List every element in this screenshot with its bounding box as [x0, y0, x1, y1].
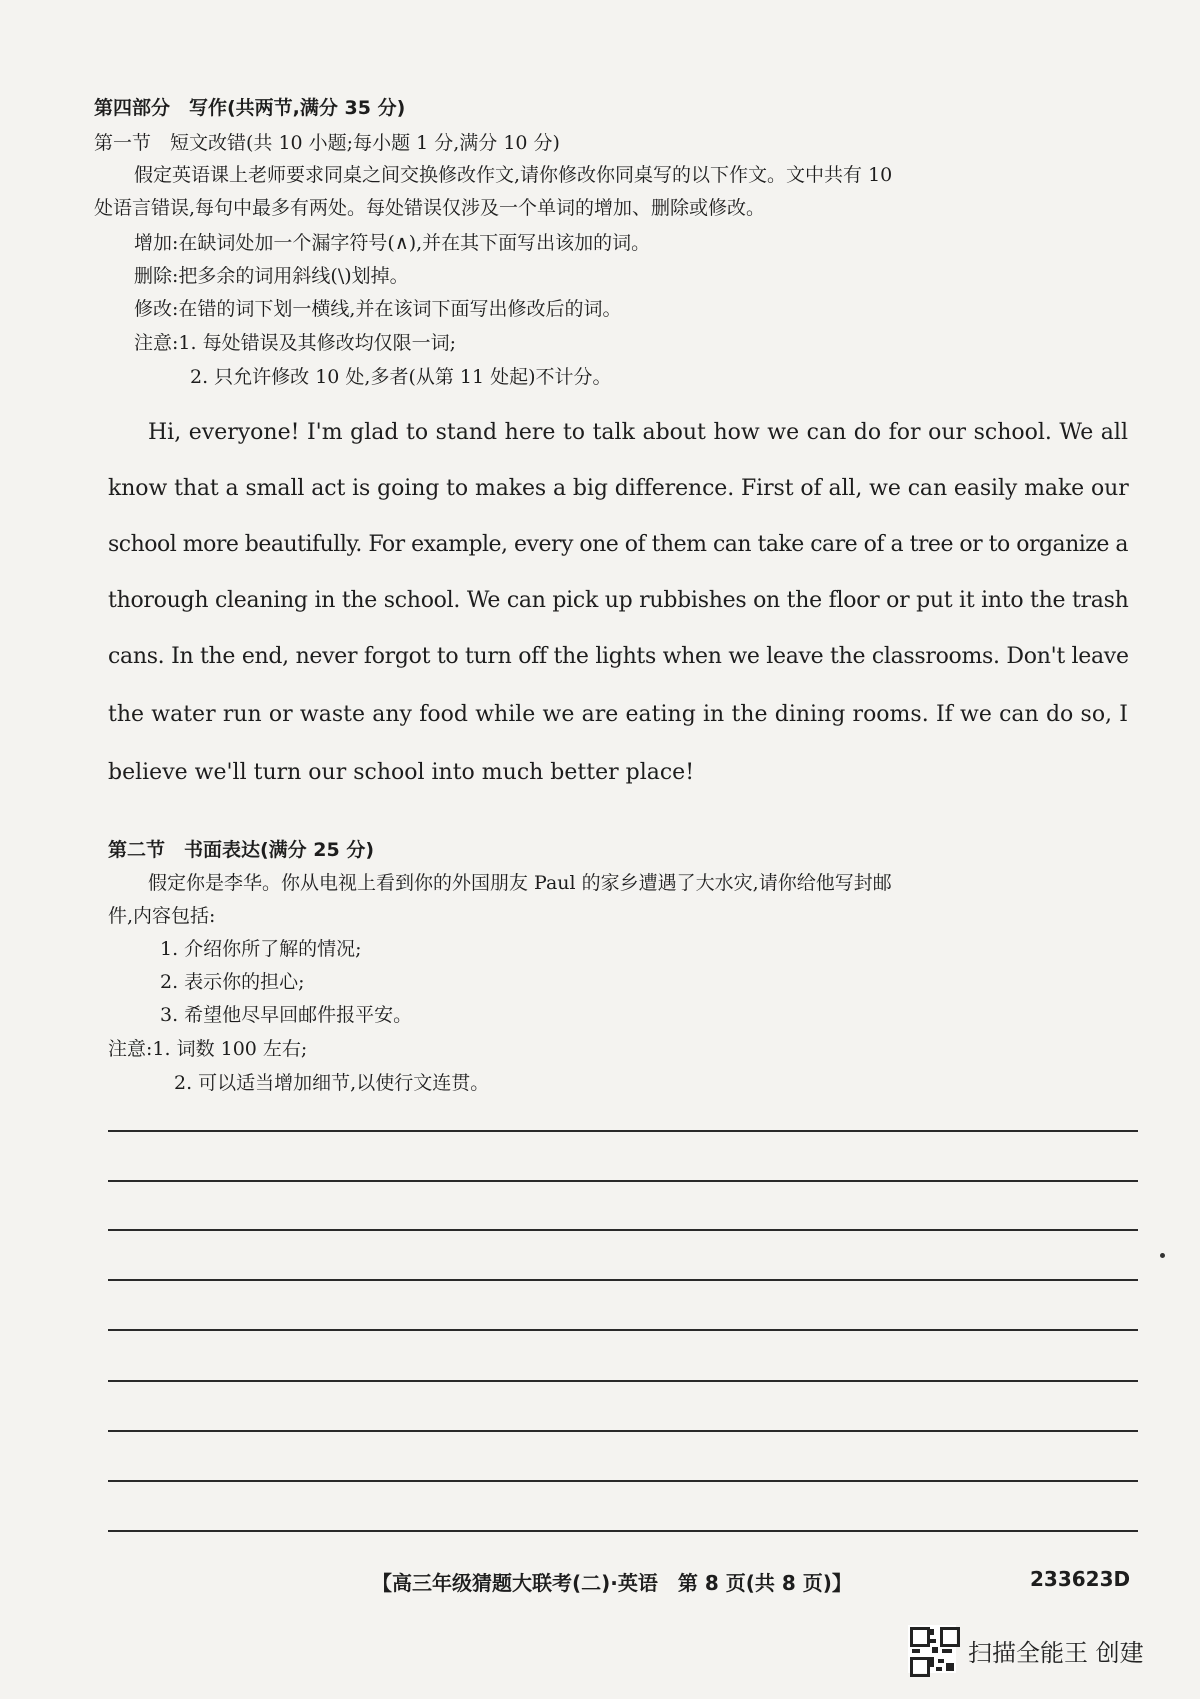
part-title: 第四部分 写作(共两节,满分 35 分) — [94, 97, 406, 119]
rule-add: 增加:在缺词处加一个漏字符号(∧),并在其下面写出该加的词。 — [134, 232, 651, 254]
essay-line: know that a small act is going to makes a big difference. First of all, we can easily make our — [108, 476, 1129, 501]
writing-line — [108, 1380, 1138, 1382]
essay-line: cans. In the end, never forgot to turn off the lights when we leave the classrooms. Don't leave — [108, 644, 1129, 669]
section2-prompt-line1: 假定你是李华。你从电视上看到你的外国朋友 Paul 的家乡遭遇了大水灾,请你给他写封邮 — [148, 872, 892, 894]
rule-delete: 删除:把多余的词用斜线(\)划掉。 — [134, 265, 409, 287]
speck — [1160, 1253, 1165, 1258]
section2-prompt-line2: 件,内容包括: — [108, 905, 216, 927]
writing-line — [108, 1530, 1138, 1532]
bleed-through — [600, 88, 605, 109]
section2-item: 1. 介绍你所了解的情况; — [160, 938, 362, 960]
section1-title: 第一节 短文改错(共 10 小题;每小题 1 分,满分 10 分) — [94, 132, 560, 154]
essay-line: school more beautifully. For example, every one of them can take care of a tree or to organize a — [108, 532, 1128, 557]
footer-title: 【高三年级猜题大联考(二)·英语 第 8 页(共 8 页)】 — [372, 1571, 852, 1595]
section2-note2: 2. 可以适当增加细节,以使行文连贯。 — [174, 1072, 490, 1094]
essay-line: the water run or waste any food while we are eating in the dining rooms. If we can do so, I — [108, 702, 1128, 727]
writing-line — [108, 1279, 1138, 1281]
writing-line — [108, 1180, 1138, 1182]
essay-line: thorough cleaning in the school. We can pick up rubbishes on the floor or put it into the trash — [108, 588, 1129, 613]
section1-intro-line2: 处语言错误,每句中最多有两处。每处错误仅涉及一个单词的增加、删除或修改。 — [94, 197, 766, 219]
rule-modify: 修改:在错的词下划一横线,并在该词下面写出修改后的词。 — [134, 298, 622, 320]
writing-line — [108, 1480, 1138, 1482]
section2-title: 第二节 书面表达(满分 25 分) — [108, 839, 375, 861]
section1-intro-line1: 假定英语课上老师要求同桌之间交换修改作文,请你修改你同桌写的以下作文。文中共有 10 — [134, 164, 893, 186]
footer-code: 233623D — [1030, 1567, 1131, 1591]
section1-note2: 2. 只允许修改 10 处,多者(从第 11 处起)不计分。 — [190, 366, 612, 388]
writing-line — [108, 1430, 1138, 1432]
section2-item: 3. 希望他尽早回邮件报平安。 — [160, 1004, 413, 1026]
qr-code-icon — [908, 1625, 956, 1673]
section2-note1: 注意:1. 词数 100 左右; — [108, 1038, 308, 1060]
essay-line: believe we'll turn our school into much better place! — [108, 760, 695, 785]
writing-line — [108, 1130, 1138, 1132]
writing-line — [108, 1229, 1138, 1231]
essay-line: Hi, everyone! I'm glad to stand here to talk about how we can do for our school. We all — [148, 420, 1128, 445]
section1-note1: 注意:1. 每处错误及其修改均仅限一词; — [134, 332, 456, 354]
scanner-label: 扫描全能王 创建 — [968, 1639, 1144, 1667]
writing-line — [108, 1329, 1138, 1331]
section2-item: 2. 表示你的担心; — [160, 971, 305, 993]
